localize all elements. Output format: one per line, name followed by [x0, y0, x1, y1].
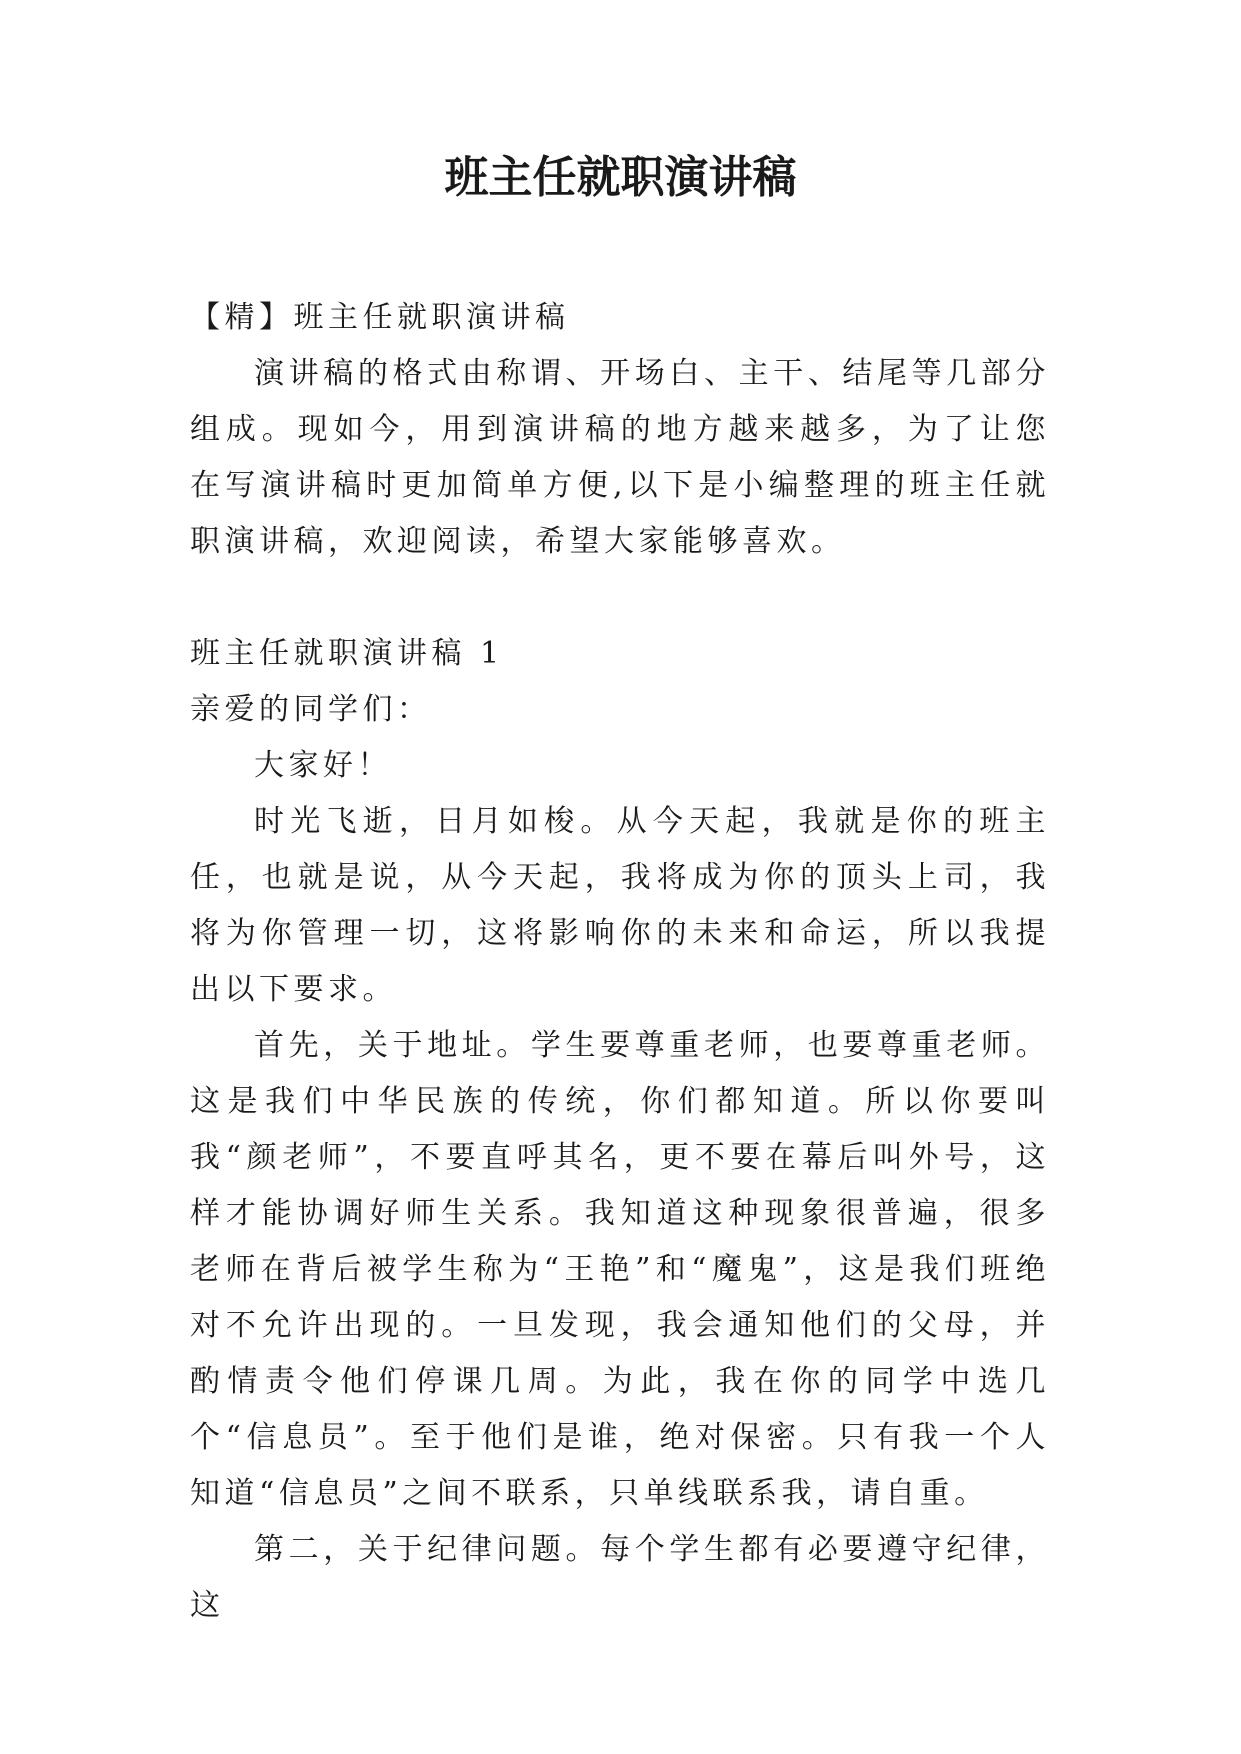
document-body: [190, 290, 1050, 1634]
section-heading: 班主任就职演讲稿 1: [190, 636, 504, 671]
intro-heading: 【精】班主任就职演讲稿: [190, 300, 570, 335]
salutation: 亲爱的同学们：: [190, 692, 432, 727]
intro-paragraph: 演讲稿的格式由称谓、开场白、主干、结尾等几部分组成。现如今，用到演讲稿的地方越来越多，为了让您在写演讲稿时更加简单方便,以下是小编整理的班主任就职演讲稿，欢迎阅读，希望大家能够喜欢。: [190, 356, 1050, 559]
section-spacer: [190, 570, 1050, 626]
body-paragraph-3: 第二，关于纪律问题。每个学生都有必要遵守纪律，这: [190, 1532, 1050, 1623]
document-title: 班主任就职演讲稿: [444, 152, 797, 203]
body-paragraph-1: 时光飞逝，日月如梭。从今天起，我就是你的班主任，也就是说，从今天起，我将成为你的顶头上司，我将为你管理一切，这将影响你的未来和命运，所以我提出以下要求。: [190, 804, 1050, 1007]
greeting: 大家好！: [254, 748, 392, 783]
body-paragraph-2: 首先，关于地址。学生要尊重老师，也要尊重老师。这是我们中华民族的传统，你们都知道。所以你要叫我“颜老师”，不要直呼其名，更不要在幕后叫外号，这样才能协调好师生关系。我知道这种现象很普遍，很多老师在背后被学生称为“王艳”和“魔鬼”，这是我们班绝对不允许出现的。一旦发现，我会通知他们的父母，并酌情责令他们停课几周。为此，我在你的同学中选几个“信息员”。至于他们是谁，绝对保密。只有我一个人知道“信息员”之间不联系，只单线联系我，请自重。: [190, 1028, 1050, 1511]
